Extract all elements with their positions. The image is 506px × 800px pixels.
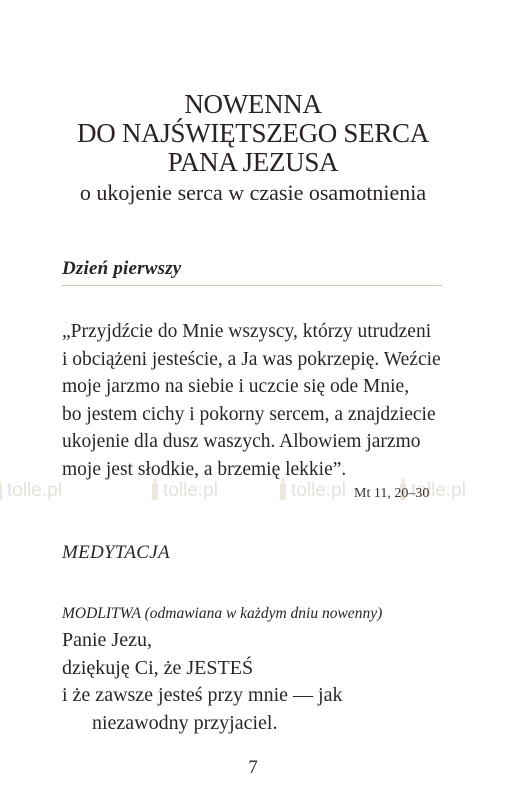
quote-line: ukojenie dla dusz waszych. Albowiem jarzmo bbox=[62, 431, 421, 452]
page-number: 7 bbox=[248, 757, 258, 778]
candle-icon bbox=[0, 478, 4, 500]
scripture-reference: Mt 11, 20–30 bbox=[354, 486, 430, 501]
meditation-heading: MEDYTACJA bbox=[62, 542, 170, 563]
prayer-line: niezawodny przyjaciel. bbox=[92, 711, 278, 734]
title-line-1: NOWENNA bbox=[184, 89, 322, 119]
quote-line: moje jarzmo na siebie i uczcie się ode Mnie, bbox=[62, 376, 410, 397]
prayer-line: Panie Jezu, bbox=[62, 629, 152, 651]
subtitle: o ukojenie serca w czasie osamotnienia bbox=[79, 180, 427, 205]
title-line-2: DO NAJŚWIĘTSZEGO SERCA bbox=[77, 118, 429, 148]
day-heading: Dzień pierwszy bbox=[62, 258, 182, 279]
watermark-text: tolle.pl bbox=[411, 480, 466, 501]
prayer-line: i że zawsze jesteś przy mnie — jak bbox=[62, 684, 343, 706]
day-heading-rule bbox=[62, 285, 442, 286]
prayer-label: MODLITWA (odmawiana w każdym dniu nowenny) bbox=[62, 605, 383, 622]
watermark-text: tolle.pl bbox=[7, 480, 62, 501]
title-line-3: PANA JEZUSA bbox=[167, 147, 339, 177]
quote-line: i obciążeni jesteście, a Ja was pokrzepię. Weźcie bbox=[62, 348, 441, 370]
title-block bbox=[0, 90, 506, 206]
scripture-quote bbox=[62, 318, 444, 483]
prayer-line: dziękuję Ci, że JESTEŚ bbox=[62, 656, 254, 679]
quote-line: moje jest słodkie, a brzemię lekkie”. bbox=[62, 458, 347, 480]
quote-line: bo jestem cichy i pokorny sercem, a znajdziecie bbox=[62, 403, 436, 425]
prayer-text bbox=[62, 627, 342, 737]
quote-line: „Przyjdźcie do Mnie wszyscy, którzy utrudzeni bbox=[62, 321, 432, 342]
watermark-text: tolle.pl bbox=[163, 480, 218, 501]
watermark-text: tolle.pl bbox=[291, 480, 346, 501]
watermark bbox=[0, 478, 62, 502]
